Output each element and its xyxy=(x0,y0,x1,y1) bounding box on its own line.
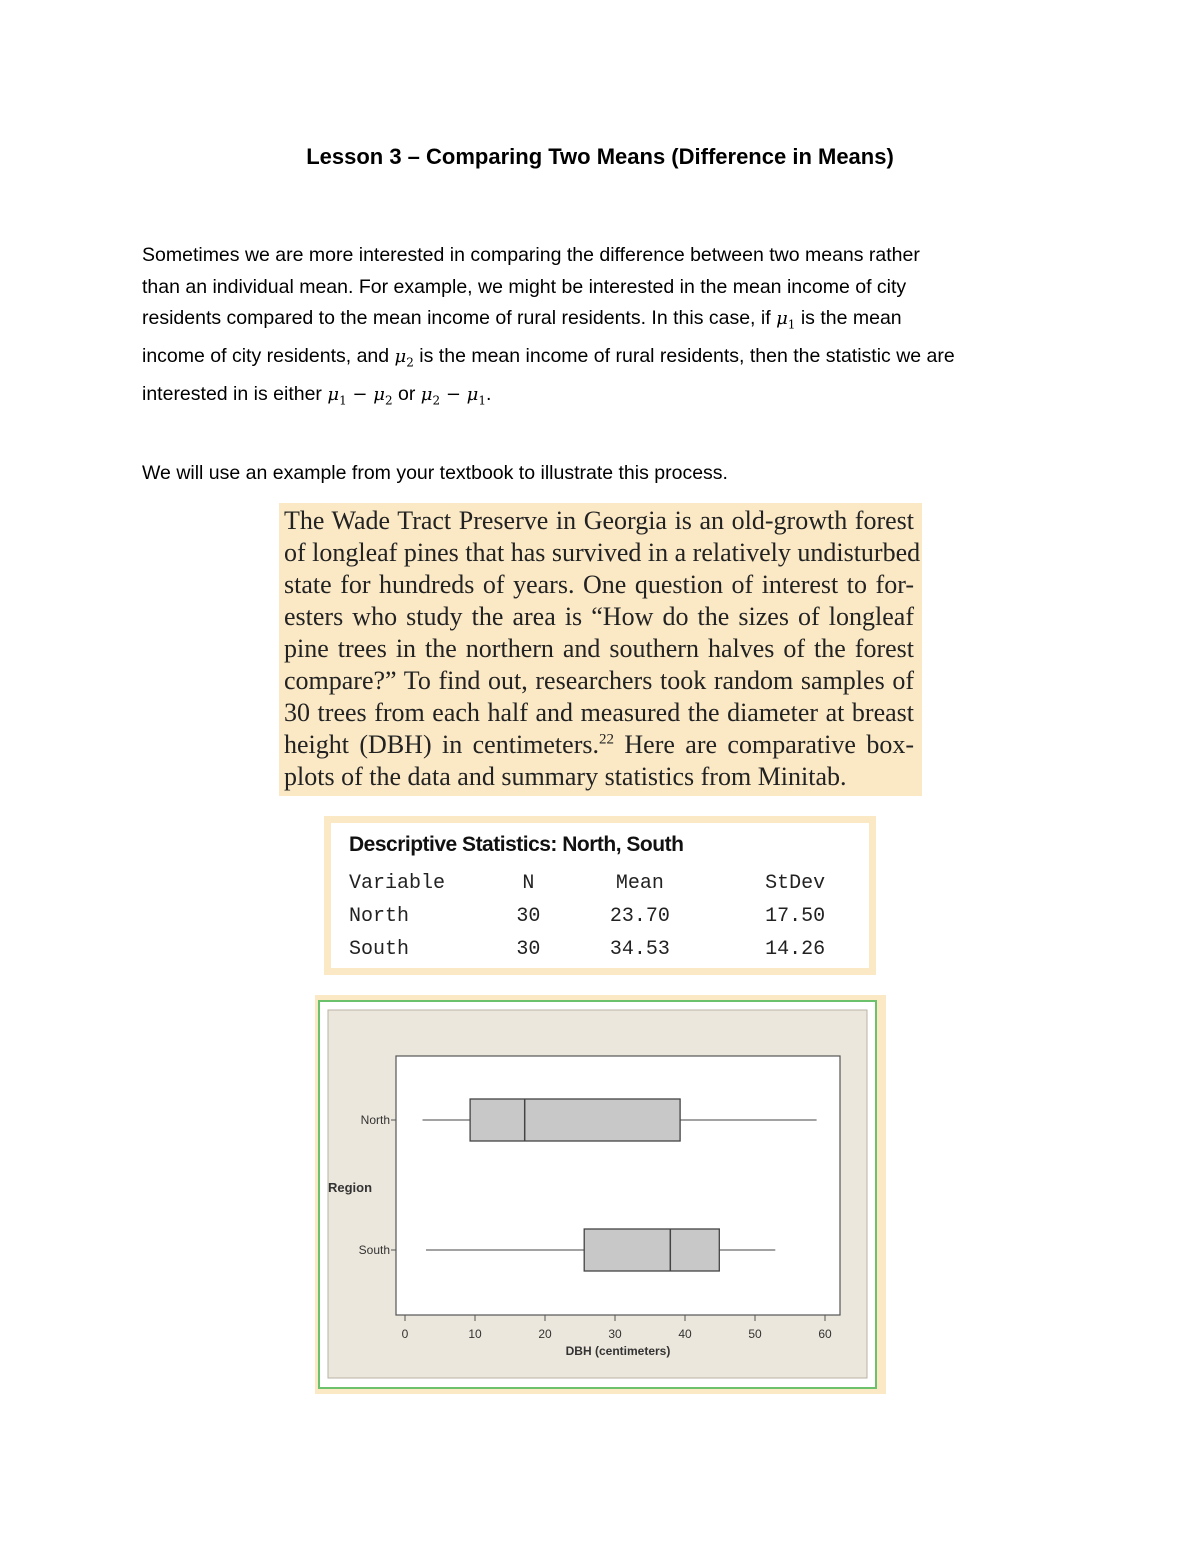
cell: 14.26 xyxy=(765,938,826,961)
box-north xyxy=(470,1099,680,1141)
box-south xyxy=(584,1229,719,1271)
y-tick-label: South xyxy=(358,1243,390,1257)
cell: 30 xyxy=(516,938,541,961)
stats-title: Descriptive Statistics: North, South xyxy=(349,833,684,856)
table-row xyxy=(349,933,869,966)
x-tick-label: 20 xyxy=(538,1327,552,1341)
intro-text: is the mean xyxy=(795,307,902,329)
mu1-minus-mu2: $\mu_1 - \mu_2$ xyxy=(327,384,393,408)
boxplot-panel xyxy=(315,995,886,1394)
header-cell: N xyxy=(522,872,535,895)
footnote-ref: 22 xyxy=(598,731,614,748)
x-tick-label: 40 xyxy=(678,1327,692,1341)
x-tick-label: 0 xyxy=(401,1327,409,1341)
mu1-symbol: $\mu_1$ xyxy=(776,308,796,332)
excerpt-line: state for hundreds of years. One question of interest to for- xyxy=(284,570,914,599)
header-cell: Variable xyxy=(349,872,446,895)
y-axis-label: Region xyxy=(328,1180,373,1195)
x-axis-label: DBH (centimeters) xyxy=(565,1344,671,1358)
cell: 34.53 xyxy=(609,938,670,961)
intro-paragraph xyxy=(142,240,1072,417)
boxplot-frame xyxy=(318,1000,877,1389)
excerpt-line: pine trees in the northern and southern halves of the forest xyxy=(284,634,914,663)
excerpt-line: height (DBH) in centimeters.$^{22}$ Here are comparative box- xyxy=(284,730,914,759)
stats-header-row xyxy=(349,867,869,900)
cell: North xyxy=(349,905,410,928)
intro-line-1: Sometimes we are more interested in comparing the difference between two means rather xyxy=(142,244,920,266)
cell: 23.70 xyxy=(609,905,670,928)
x-tick-label: 60 xyxy=(818,1327,832,1341)
table-row xyxy=(349,900,869,933)
intro-text: income of city residents, and xyxy=(142,345,395,368)
cell: 30 xyxy=(516,905,541,928)
mu2-minus-mu1: $\mu_2 - \mu_1$ xyxy=(420,384,486,408)
descriptive-statistics xyxy=(324,816,876,975)
excerpt-line: of longleaf pines that has survived in a relatively undisturbed xyxy=(284,538,921,567)
header-cell: StDev xyxy=(765,872,826,895)
textbook-excerpt xyxy=(279,503,922,796)
intro-text: interested in is either xyxy=(142,383,328,406)
intro-line-2: than an individual mean. For example, we might be interested in the mean income of city xyxy=(142,275,907,298)
intro-text: residents compared to the mean income of rural residents. In this case, if xyxy=(142,307,777,329)
y-tick-label: North xyxy=(360,1113,390,1127)
excerpt-line: plots of the data and summary statistics from Minitab. xyxy=(284,762,847,791)
excerpt-line: compare?” To find out, researchers took random samples of xyxy=(284,666,914,695)
page-title: Lesson 3 – Comparing Two Means (Difference in Means) xyxy=(306,144,894,169)
excerpt-line: 30 trees from each half and measured the diameter at breast xyxy=(284,698,914,727)
example-intro: We will use an example from your textbook to illustrate this process. xyxy=(142,462,728,484)
intro-text: or xyxy=(392,383,421,406)
intro-line-5 xyxy=(142,379,1072,417)
excerpt-line: The Wade Tract Preserve in Georgia is an old-growth forest xyxy=(284,506,914,535)
x-tick-label: 30 xyxy=(608,1327,622,1341)
plot-area xyxy=(396,1056,840,1315)
mu2-symbol: $\mu_2$ xyxy=(394,346,414,370)
cell: 17.50 xyxy=(765,905,826,928)
intro-text: is the mean income of rural residents, then the statistic we are xyxy=(413,345,955,368)
cell: South xyxy=(349,938,410,961)
boxplot-chart xyxy=(320,1002,875,1387)
stats-table xyxy=(349,867,869,966)
header-cell: Mean xyxy=(615,872,664,895)
intro-line-4 xyxy=(142,341,1072,379)
x-tick-label: 10 xyxy=(468,1327,482,1341)
x-tick-label: 50 xyxy=(748,1327,762,1341)
excerpt-line: esters who study the area is “How do the sizes of longleaf xyxy=(284,602,914,631)
intro-line-3 xyxy=(142,303,1072,341)
intro-text: . xyxy=(485,383,492,406)
